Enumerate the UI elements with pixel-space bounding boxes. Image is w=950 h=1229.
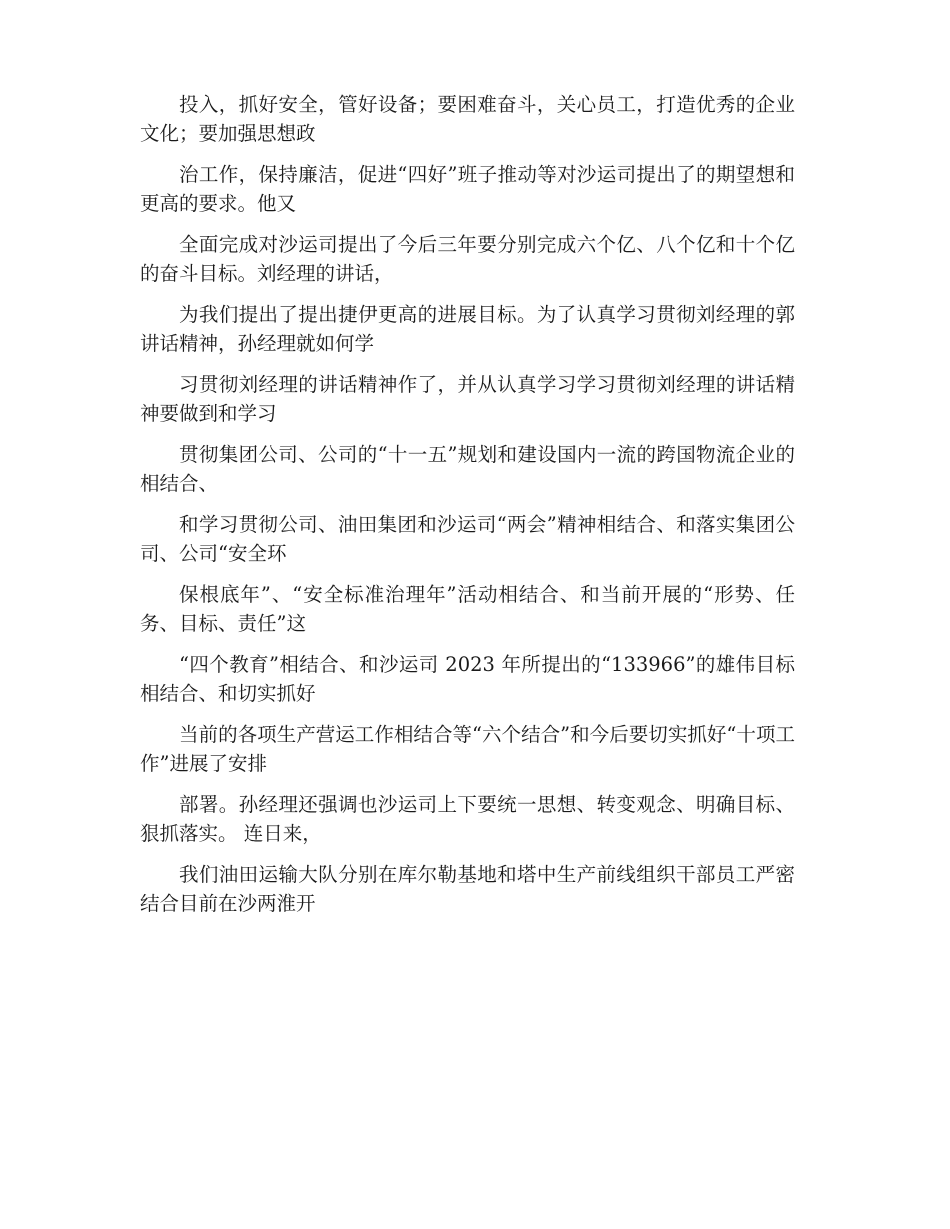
paragraph: 当前的各项生产营运工作相结合等“六个结合”和今后要切实抓好“十项工作”进展了安排 (140, 723, 795, 775)
document-body (140, 90, 795, 930)
paragraph: 和学习贯彻公司、油田集团和沙运司“两会”精神相结合、和落实集团公司、公司“安全环 (140, 513, 795, 565)
paragraph: 治工作，保持廉洁，促进“四好”班子推动等对沙运司提出了的期望想和更高的要求。他又 (140, 163, 795, 215)
paragraph: 为我们提出了提出捷伊更高的进展目标。为了认真学习贯彻刘经理的郭讲话精神，孙经理就如何学 (140, 303, 795, 355)
paragraph: “四个教育”相结合、和沙运司 2023 年所提出的“133966”的雄伟目标相结合、和切实抓好 (140, 653, 795, 705)
paragraph: 我们油田运输大队分别在库尔勒基地和塔中生产前线组织干部员工严密结合目前在沙两淮开 (140, 863, 795, 915)
paragraph: 贯彻集团公司、公司的“十一五”规划和建设国内一流的跨国物流企业的相结合、 (140, 443, 795, 495)
paragraph: 习贯彻刘经理的讲话精神作了，并从认真学习学习贯彻刘经理的讲话精神要做到和学习 (140, 373, 795, 425)
paragraph: 保根底年”、“安全标准治理年”活动相结合、和当前开展的“形势、任务、目标、责任”这 (140, 583, 795, 635)
paragraph: 全面完成对沙运司提出了今后三年要分别完成六个亿、八个亿和十个亿的奋斗目标。刘经理的讲话， (140, 233, 795, 285)
paragraph: 投入，抓好安全，管好设备；要困难奋斗，关心员工，打造优秀的企业文化；要加强思想政 (140, 93, 795, 145)
paragraph: 部署。孙经理还强调也沙运司上下要统一思想、转变观念、明确目标、狠抓落实。 连日来， (140, 793, 795, 845)
